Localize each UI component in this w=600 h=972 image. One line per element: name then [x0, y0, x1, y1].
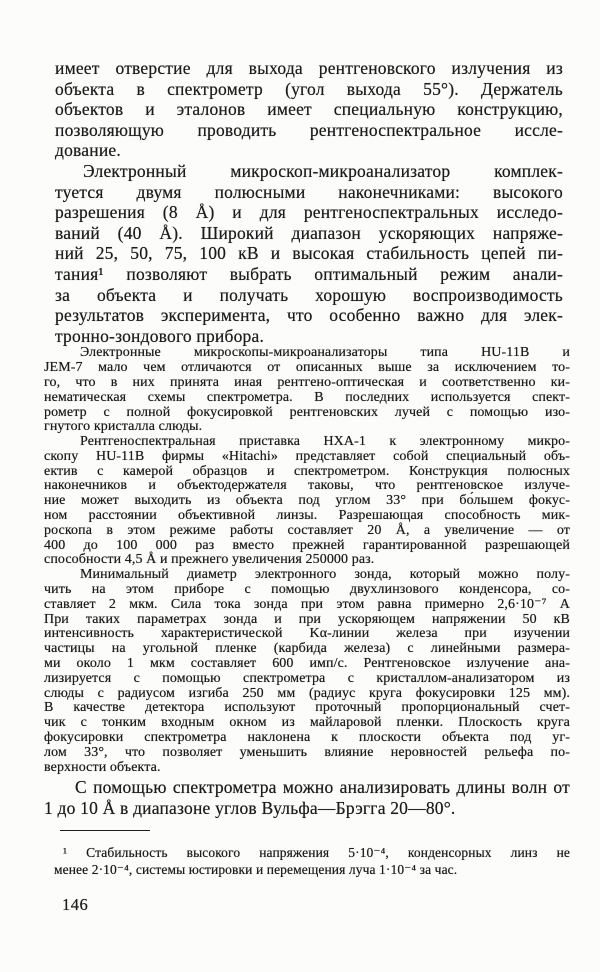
paragraph: [44, 568, 570, 775]
text-line: частицы на угольной пленке (карбида железа) с линейными размера-: [44, 641, 570, 657]
paragraph: [55, 58, 563, 161]
text-line: способности 4,5 Å и прежнего увеличения 250000 раз.: [44, 552, 375, 568]
text-line: Электронные микроскопы-микроанализаторы типа HU-11B и: [80, 345, 570, 361]
text-line: тания¹ позволяют выбрать оптимальный режим анали-: [55, 263, 563, 284]
text-line: 1 до 10 Å в диапазоне углов Вульфа—Брэгга 20—80°.: [44, 797, 456, 818]
text-line: В качестве детектора используют проточный пропорциональный счет-: [44, 700, 570, 716]
text-line: верхности объекта.: [44, 759, 161, 775]
text-line: Рентгеноспектральная приставка НХА-1 к электронному микро-: [80, 434, 570, 450]
text-line: гнутого кристалла слюды.: [44, 419, 203, 435]
text-line: дование.: [55, 140, 121, 161]
text-line: разрешения (8 Å) и для рентгеноспектральных исследо-: [55, 202, 563, 223]
text-line: объектов и эталонов имеет специальную конструкцию,: [55, 99, 563, 120]
text-line: JEM-7 мало чем отличаются от описанных выше за исключением то-: [44, 360, 570, 376]
text-line: лизируется с помощью спектрометра с кристаллом-анализатором из: [44, 670, 570, 686]
text-line: интенсивность характеристической Kα-линии железа при изучении: [44, 626, 570, 642]
paragraph: [55, 161, 563, 346]
footnote: [54, 844, 570, 879]
paragraph: [44, 435, 570, 568]
text-line: скопу HU-11B фирмы «Hitachi» представляет собой специальный объ-: [44, 448, 570, 464]
page-body-text: [44, 58, 570, 818]
text-line: При таких параметрах зонда и при ускоряющем напряжении 50 кВ: [44, 611, 570, 627]
footnote-divider-rule: [60, 830, 150, 831]
text-line: туется двумя полюсными наконечниками: высокого: [55, 181, 563, 202]
paragraph: [44, 346, 570, 435]
text-line: ний 25, 50, 75, 100 кВ и высокая стабильность цепей пи-: [55, 243, 563, 264]
text-line: чить на этом приборе с помощью двухлинзового конденсора, со-: [44, 582, 570, 598]
text-line: позволяющую проводить рентгеноспектральное иссле-: [55, 119, 563, 140]
text-line: тронно-зондового прибора.: [55, 325, 265, 346]
text-line: нематическая схемы спектрометра. В последних используется спект-: [44, 389, 570, 405]
text-line: за объекта и получать хорошую воспроизводимость: [55, 284, 563, 305]
text-line: ектив с камерой образцов и спектрометром. Конструкция полюсных: [44, 463, 570, 479]
text-line: результатов эксперимента, что особенно важно для элек-: [55, 305, 563, 326]
page-number: 146: [62, 894, 89, 914]
text-line: Электронный микроскоп-микроанализатор комплек-: [83, 160, 563, 181]
text-line: го, что в них принята иная рентгено-оптическая и соответственно ки-: [44, 374, 570, 390]
text-line: 400 до 100 000 раз вместо прежней гарантированной разрешающей: [44, 537, 570, 553]
text-line: чик с тонким входным окном из майларовой пленки. Плоскость круга: [44, 715, 570, 731]
text-line: ном расстоянии объективной линзы. Разрешающая способность мик-: [44, 508, 570, 524]
text-line: слюды с радиусом изгиба 250 мм (радиус круга фокусировки 125 мм).: [44, 685, 570, 701]
text-line: Минимальный диаметр электронного зонда, который можно полу-: [80, 567, 570, 583]
text-line: ми около 1 мкм составляет 600 имп/с. Рентгеновское излучение ана-: [44, 656, 570, 672]
text-line: менее 2·10⁻⁴, системы юстировки и перемещения луча 1·10⁻⁴ за час.: [54, 862, 458, 878]
text-line: фокусировки спектрометра наклонена к плоскости объекта под уг-: [44, 730, 570, 746]
text-line: ставляет 2 мкм. Сила тока зонда при этом равна примерно 2,6·10⁻⁷ А: [44, 596, 570, 612]
paragraph: [44, 775, 570, 817]
text-line: имеет отверстие для выхода рентгеновского излучения из: [55, 58, 563, 78]
text-line: ние может выходить из объекта под углом 33° при бо́льшем фокус-: [44, 493, 570, 509]
text-line: лом 33°, что позволяет уменьшить влияние неровностей рельефа по-: [44, 744, 570, 760]
text-line: роскопа в этом режиме работы составляет 20 Å, а увеличение — от: [44, 522, 570, 538]
text-line: объекта в спектрометр (угол выхода 55°). Держатель: [55, 78, 563, 99]
text-line: С помощью спектрометра можно анализировать длины волн от: [75, 777, 570, 798]
paragraph: [54, 844, 570, 879]
text-line: наконечников и объектодержателя таковы, что рентгеновское излуче-: [44, 478, 570, 494]
text-line: ваний (40 Å). Широкий диапазон ускоряющих напряже-: [55, 222, 563, 243]
text-line: рометр с полной фокусировкой рентгеновских лучей с помощью изо-: [44, 404, 570, 420]
text-line: ¹ Стабильность высокого напряжения 5·10⁻⁴, конденсорных линз не: [63, 844, 570, 860]
